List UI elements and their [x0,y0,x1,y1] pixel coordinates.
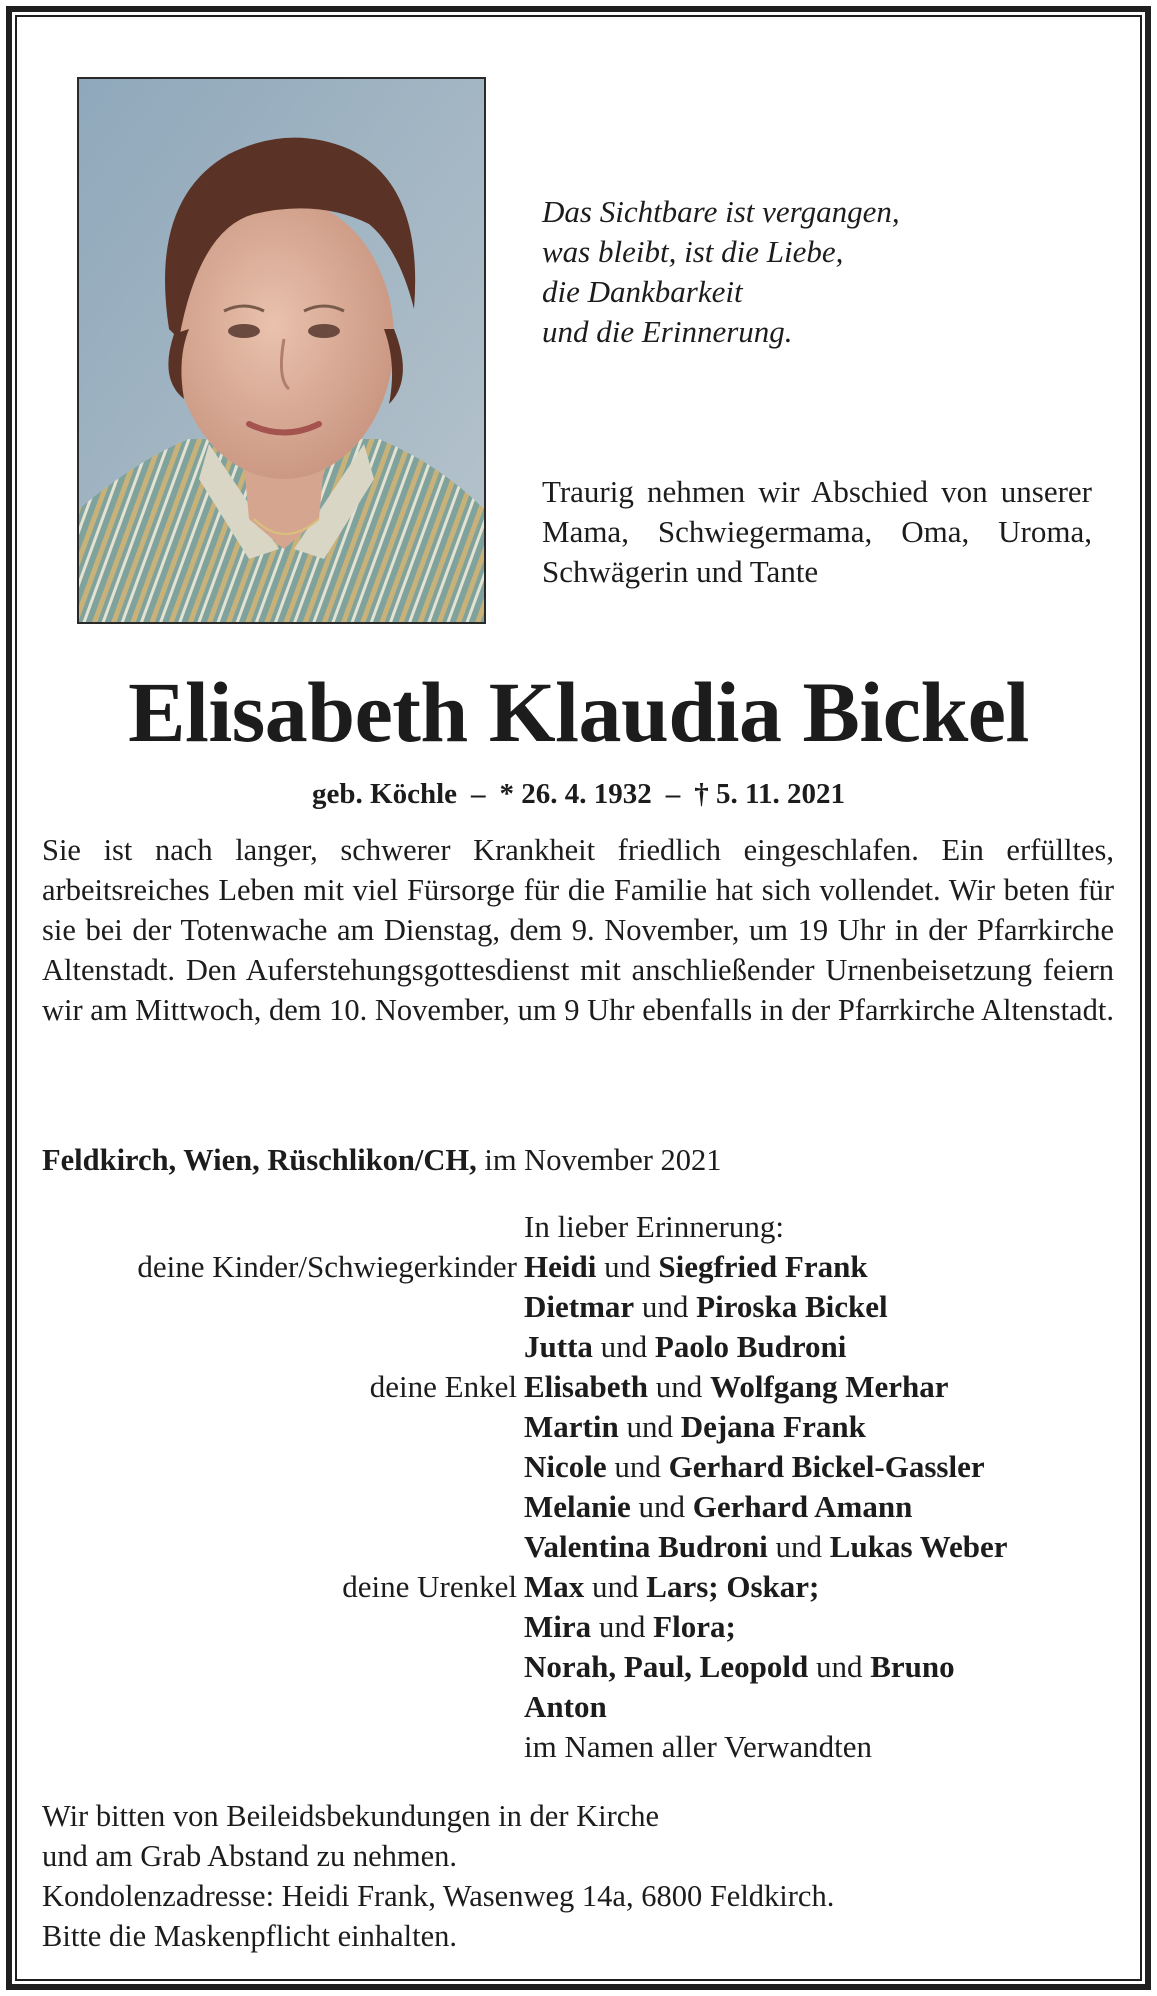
list-item [0,1607,1157,1647]
and-word: und [634,1289,697,1324]
portrait-photo [77,77,486,624]
person-name: Heidi [524,1249,597,1284]
list-item [0,1647,1157,1687]
list-item [0,1447,1157,1487]
person-name: Dietmar [524,1289,635,1324]
and-word: und [591,1609,654,1644]
list-item [0,1487,1157,1527]
person-name: Bruno [870,1649,955,1684]
and-word: und [630,1489,693,1524]
person-name: Dejana Frank [680,1409,866,1444]
person-name: Flora; [653,1609,736,1644]
person-name: Gerhard Amann [692,1489,913,1524]
place-date-line [42,1140,722,1180]
person-name: Piroska Bickel [696,1289,888,1324]
closing-line: im Namen aller Verwandten [524,1729,873,1764]
death-date: † 5. 11. 2021 [694,778,845,810]
footer-line: Wir bitten von Beileidsbekundungen in der Kirche [42,1799,660,1833]
separator: – [471,778,486,810]
person-name: Nicole [524,1449,607,1484]
quote-line: die Dankbarkeit [542,274,743,309]
role-label: deine Kinder/Schwiegerkinder [137,1249,517,1284]
footer-line: und am Grab Abstand zu nehmen. [42,1839,458,1873]
footer-line: Bitte die Maskenpflicht einhalten. [42,1919,458,1953]
person-name: Paolo Budroni [654,1329,847,1364]
person-name: Norah, Paul, Leopold [524,1649,809,1684]
places: Feldkirch, Wien, Rüschlikon/CH, [42,1143,477,1177]
person-name: Melanie [524,1489,631,1524]
footer-line: Kondolenzadresse: Heidi Frank, Wasenweg 14a, 6800 Feldkirch. [42,1879,835,1913]
list-item [0,1687,1157,1727]
person-name: Martin [524,1409,619,1444]
person-name: Mira [524,1609,592,1644]
person-name: Elisabeth [524,1369,649,1404]
and-word: und [592,1329,655,1364]
memorial-quote [542,192,1062,352]
person-name: Valentina Budroni [524,1529,768,1564]
quote-line: was bleibt, ist die Liebe, [542,234,844,269]
role-label: deine Enkel [369,1369,517,1404]
mourners-list [0,1207,1157,1767]
person-name: Siegfried Frank [658,1249,868,1284]
person-name: Max [524,1569,585,1604]
list-item [0,1567,1157,1607]
mourners-heading: In lieber Erinnerung: [524,1209,784,1244]
list-item [0,1327,1157,1367]
footer-notes [42,1796,1114,1956]
maiden-name: geb. Köchle [312,778,458,810]
and-word: und [648,1369,711,1404]
list-item [0,1727,1157,1767]
person-name: Jutta [524,1329,593,1364]
list-item [0,1367,1157,1407]
and-word: und [606,1449,669,1484]
quote-line: und die Erinnerung. [542,314,793,349]
list-item [0,1407,1157,1447]
list-item [0,1527,1157,1567]
separator: – [665,778,681,810]
birth-date: * 26. 4. 1932 [499,778,652,810]
announcement-text: Sie ist nach langer, schwerer Krankheit friedlich eingeschlafen. Ein erfülltes, arbeitsreiches Leben mit viel Fürsorge für die Familie hat sich vollendet. Wir beten für sie bei der Totenwache am Dienstag, dem 9. November, um 19 Uhr in der Pfarrkirche Altenstadt. Den Auferstehungsgottesdienst mit anschließender Urnenbeisetzung feiern wir am Mittwoch, dem 10. November, um 9 Uhr ebenfalls in der Pfarrkirche Altenstadt. [42,833,1114,1027]
and-word: und [767,1529,830,1564]
list-item [0,1247,1157,1287]
person-name: Lukas Weber [829,1529,1008,1564]
person-name: Lars; Oskar; [646,1569,820,1604]
and-word: und [618,1409,681,1444]
farewell-intro: Traurig nehmen wir Abschied von unserer Mama, Schwiegermama, Oma, Uroma, Schwägerin und Tante [542,474,1092,589]
and-word: und [596,1249,659,1284]
and-word: und [808,1649,871,1684]
person-name: Gerhard Bickel-Gassler [668,1449,985,1484]
deceased-name: Elisabeth Klaudia Bickel [128,664,1029,760]
person-name: Wolfgang Merhar [710,1369,949,1404]
month-year: im November 2021 [476,1143,722,1177]
and-word: und [584,1569,647,1604]
list-item [0,1287,1157,1327]
role-label: deine Urenkel [342,1569,517,1604]
quote-line: Das Sichtbare ist vergangen, [542,194,900,229]
birth-death-line [0,774,1157,814]
person-name: Anton [524,1689,607,1724]
